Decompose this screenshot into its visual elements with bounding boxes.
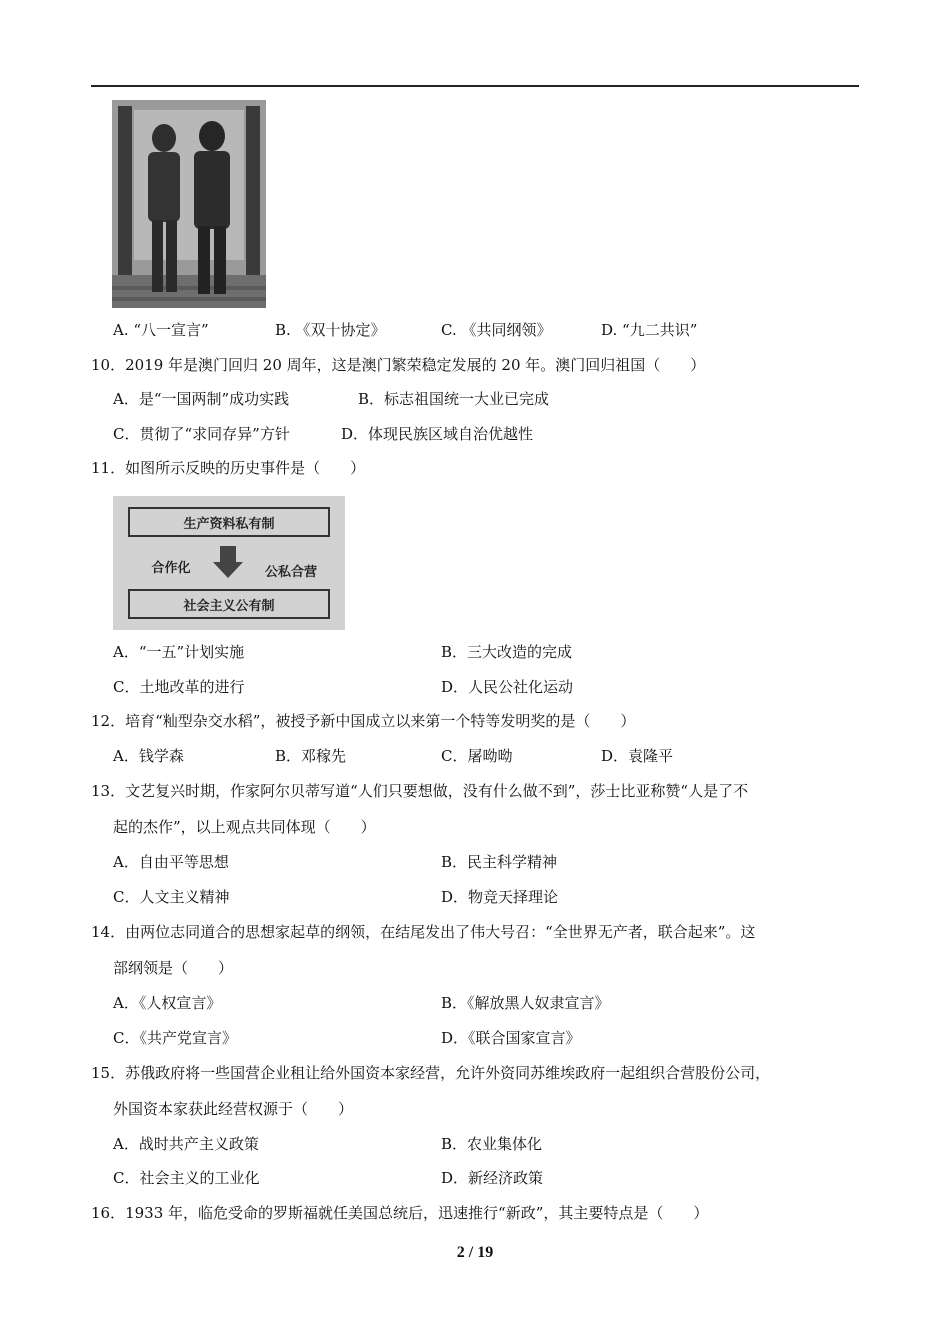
- q15-option-b[interactable]: B．农业集体化: [441, 1135, 543, 1153]
- q12-option-a[interactable]: A．钱学森: [113, 747, 184, 765]
- q11-option-a[interactable]: A．“一五”计划实施: [113, 643, 245, 661]
- q15-option-c[interactable]: C．社会主义的工业化: [113, 1169, 260, 1187]
- q10-stem: 10．2019 年是澳门回归 20 周年，这是澳门繁荣稳定发展的 20 年。澳门回归祖国（ ）: [91, 356, 706, 374]
- diagram-right-label: 公私合营: [264, 565, 318, 580]
- q9-option-b[interactable]: B. 《双十协定》: [275, 321, 386, 339]
- q10-option-a[interactable]: A．是“一国两制”成功实践: [113, 390, 290, 408]
- q15-option-a[interactable]: A．战时共产主义政策: [113, 1135, 259, 1153]
- q12-option-c[interactable]: C．屠呦呦: [441, 747, 513, 765]
- q15-stem-line2: 外国资本家获此经营权源于（ ）: [113, 1100, 354, 1118]
- q11-option-d[interactable]: D．人民公社化运动: [441, 678, 574, 696]
- page-number: 2 / 19: [456, 1244, 494, 1261]
- q9-option-c[interactable]: C. 《共同纲领》: [441, 321, 552, 339]
- q11-stem: 11．如图所示反映的历史事件是（ ）: [91, 459, 366, 477]
- q11-option-c[interactable]: C．土地改革的进行: [113, 678, 245, 696]
- q9-option-d[interactable]: D. “九二共识”: [601, 321, 698, 339]
- q13-option-c[interactable]: C．人文主义精神: [113, 888, 230, 906]
- q14-option-c[interactable]: C．《共产党宣言》: [113, 1029, 237, 1047]
- q14-option-b[interactable]: B．《解放黑人奴隶宣言》: [441, 994, 610, 1012]
- q16-stem: 16．1933 年，临危受命的罗斯福就任美国总统后，迅速推行“新政”，其主要特点是（ ）: [91, 1204, 709, 1222]
- q10-option-d[interactable]: D．体现民族区域自治优越性: [341, 425, 534, 443]
- header-rule: [91, 85, 859, 87]
- q12-option-b[interactable]: B．邓稼先: [275, 747, 347, 765]
- diagram-top-label: 生产资料私有制: [183, 517, 275, 532]
- q14-stem-line2: 部纲领是（ ）: [113, 959, 234, 977]
- diagram-left-label: 合作化: [151, 561, 191, 576]
- q14-stem-line1: 14．由两位志同道合的思想家起草的纲领，在结尾发出了伟大号召：“全世界无产者，联合起来”。这: [91, 923, 756, 941]
- q10-option-c[interactable]: C．贯彻了“求同存异”方针: [113, 425, 290, 443]
- q13-option-b[interactable]: B．民主科学精神: [441, 853, 558, 871]
- q14-option-a[interactable]: A．《人权宣言》: [113, 994, 222, 1012]
- q9-option-a[interactable]: A. “八一宣言”: [113, 321, 209, 339]
- diagram-bottom-label: 社会主义公有制: [183, 599, 275, 614]
- q12-stem: 12．培育“籼型杂交水稻”，被授予新中国成立以来第一个特等发明奖的是（ ）: [91, 712, 636, 730]
- q13-option-a[interactable]: A．自由平等思想: [113, 853, 229, 871]
- q13-stem-line2: 起的杰作”，以上观点共同体现（ ）: [113, 818, 376, 836]
- q15-stem-line1: 15．苏俄政府将一些国营企业租让给外国资本家经营，允许外资同苏维埃政府一起组织合营股份公司，: [91, 1064, 771, 1082]
- q12-option-d[interactable]: D．袁隆平: [601, 747, 674, 765]
- photo-image: [112, 100, 266, 308]
- historical-photo: [112, 100, 266, 308]
- ownership-diagram: [113, 496, 345, 630]
- q13-stem-line1: 13．文艺复兴时期，作家阿尔贝蒂写道“人们只要想做，没有什么做不到”，莎士比亚称赞“人是了不: [91, 782, 749, 800]
- q10-option-b[interactable]: B．标志祖国统一大业已完成: [358, 390, 550, 408]
- diagram-image: [113, 496, 345, 630]
- q11-option-b[interactable]: B．三大改造的完成: [441, 643, 573, 661]
- q13-option-d[interactable]: D．物竞天择理论: [441, 888, 559, 906]
- q14-option-d[interactable]: D．《联合国家宣言》: [441, 1029, 581, 1047]
- q15-option-d[interactable]: D．新经济政策: [441, 1169, 544, 1187]
